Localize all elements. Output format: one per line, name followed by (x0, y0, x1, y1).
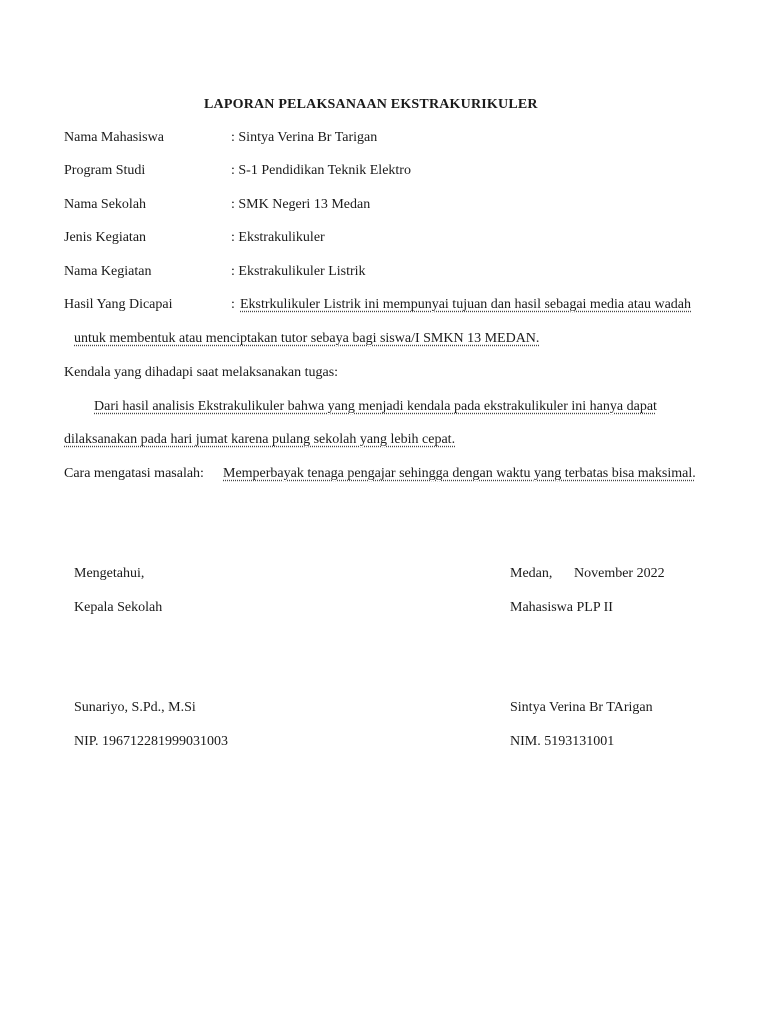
kendala-text-line1: Dari hasil analisis Ekstrakulikuler bahwa yang menjadi kendala pada ekstrakulikuler ini hanya dapat (94, 399, 657, 414)
label-nama-kegiatan: Nama Kegiatan (64, 264, 152, 279)
value-nama-mahasiswa: : Sintya Verina Br Tarigan (231, 130, 378, 145)
sign-left-nip: NIP. 196712281999031003 (74, 734, 229, 749)
sign-right-place: Medan, (510, 566, 553, 581)
value-nama-kegiatan: : Ekstrakulikuler Listrik (231, 264, 366, 279)
kendala-text-line2: dilaksanakan pada hari jumat karena pulang sekolah yang lebih cepat. (64, 432, 456, 447)
sign-right-name: Sintya Verina Br TArigan (510, 700, 653, 715)
sign-right-role: Mahasiswa PLP II (510, 600, 613, 615)
value-nama-sekolah: : SMK Negeri 13 Medan (231, 197, 371, 212)
label-program-studi: Program Studi (64, 163, 146, 178)
value-hasil-yang-dicapai: Ekstrkulikuler Listrik ini mempunyai tujuan dan hasil sebagai media atau wadah (240, 297, 691, 312)
value-program-studi: : S-1 Pendidikan Teknik Elektro (231, 163, 411, 178)
solusi-label: Cara mengatasi masalah: (64, 466, 204, 481)
label-jenis-kegiatan: Jenis Kegiatan (64, 230, 147, 245)
value-hasil-continuation: untuk membentuk atau menciptakan tutor sebaya bagi siswa/I SMKN 13 MEDAN. (74, 331, 540, 346)
solusi-text: Memperbayak tenaga pengajar sehingga dengan waktu yang terbatas bisa maksimal. (223, 466, 696, 481)
value-hasil-colon: : (231, 297, 235, 312)
label-nama-sekolah: Nama Sekolah (64, 197, 147, 212)
sign-right-date: November 2022 (574, 566, 665, 581)
sign-left-name: Sunariyo, S.Pd., M.Si (74, 700, 196, 715)
document-title: LAPORAN PELAKSANAAN EKSTRAKURIKULER (204, 97, 538, 112)
sign-left-role: Kepala Sekolah (74, 600, 163, 615)
kendala-heading: Kendala yang dihadapi saat melaksanakan tugas: (64, 365, 339, 380)
label-nama-mahasiswa: Nama Mahasiswa (64, 130, 164, 145)
sign-left-mengetahui: Mengetahui, (74, 566, 145, 581)
value-jenis-kegiatan: : Ekstrakulikuler (231, 230, 325, 245)
label-hasil-yang-dicapai: Hasil Yang Dicapai (64, 297, 173, 312)
sign-right-nim: NIM. 5193131001 (510, 734, 615, 749)
